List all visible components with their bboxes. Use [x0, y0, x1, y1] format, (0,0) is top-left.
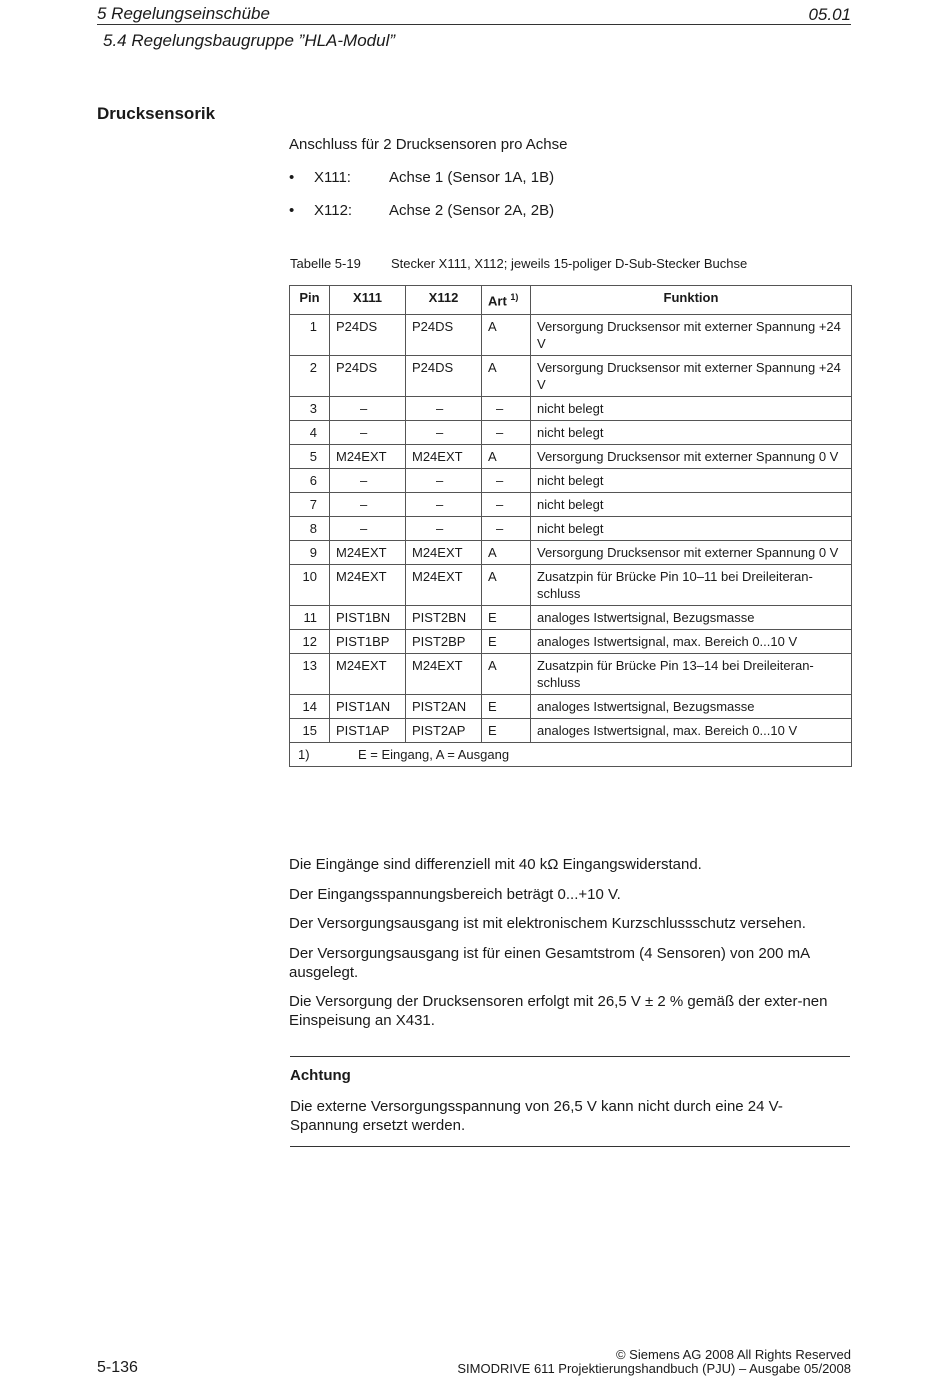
- table-row: [290, 630, 852, 654]
- cell-funktion: Zusatzpin für Brücke Pin 10–11 bei Dreileiteran-schluss: [531, 565, 852, 606]
- cell-funktion: nicht belegt: [531, 469, 852, 493]
- cell-x111: PIST1BP: [330, 630, 406, 654]
- cell-x111: P24DS: [330, 356, 406, 397]
- table-row: [290, 695, 852, 719]
- cell-funktion: nicht belegt: [531, 493, 852, 517]
- table-caption-text: Stecker X111, X112; jeweils 15-poliger D-Sub-Stecker Buchse: [391, 256, 748, 271]
- cell-art: A: [482, 565, 531, 606]
- table-row: [290, 356, 852, 397]
- bullet-value: Achse 2 (Sensor 2A, 2B): [389, 202, 555, 219]
- cell-x111: PIST1AN: [330, 695, 406, 719]
- cell-pin: 14: [290, 695, 330, 719]
- cell-funktion: Versorgung Drucksensor mit externer Spannung +24 V: [531, 356, 852, 397]
- cell-x112: –: [406, 517, 482, 541]
- cell-art: –: [482, 517, 531, 541]
- cell-art: A: [482, 654, 531, 695]
- cell-x112: –: [406, 397, 482, 421]
- intro-text: Anschluss für 2 Drucksensoren pro Achse: [289, 136, 568, 153]
- table-header-row: [290, 286, 852, 315]
- pin-table: [289, 285, 852, 767]
- cell-funktion: nicht belegt: [531, 421, 852, 445]
- table-row: [290, 541, 852, 565]
- table-row: [290, 719, 852, 743]
- chapter-title: 5 Regelungseinschübe: [97, 4, 270, 23]
- page-number: 5-136: [97, 1359, 138, 1376]
- table-caption-label: Tabelle 5-19: [290, 256, 361, 271]
- table-row: [290, 469, 852, 493]
- cell-pin: 5: [290, 445, 330, 469]
- cell-x112: M24EXT: [406, 654, 482, 695]
- header-x111: X111: [330, 286, 406, 315]
- cell-x111: –: [330, 421, 406, 445]
- cell-funktion: analoges Istwertsignal, max. Bereich 0...10 V: [531, 630, 852, 654]
- cell-pin: 4: [290, 421, 330, 445]
- cell-art: A: [482, 356, 531, 397]
- table-row: [290, 397, 852, 421]
- cell-art: A: [482, 445, 531, 469]
- cell-art: E: [482, 630, 531, 654]
- cell-art: –: [482, 493, 531, 517]
- cell-funktion: analoges Istwertsignal, max. Bereich 0...10 V: [531, 719, 852, 743]
- cell-x111: –: [330, 469, 406, 493]
- cell-funktion: analoges Istwertsignal, Bezugsmasse: [531, 606, 852, 630]
- cell-x112: PIST2AN: [406, 695, 482, 719]
- bullet-icon: •: [289, 202, 295, 219]
- cell-x111: PIST1BN: [330, 606, 406, 630]
- subsection-title: 5.4 Regelungsbaugruppe ”HLA-Modul”: [103, 31, 396, 50]
- cell-pin: 2: [290, 356, 330, 397]
- cell-art: A: [482, 541, 531, 565]
- table-row: [290, 315, 852, 356]
- bullet-icon: •: [289, 169, 295, 186]
- note-top-rule: [290, 1056, 850, 1057]
- cell-funktion: Versorgung Drucksensor mit externer Spannung 0 V: [531, 445, 852, 469]
- cell-art: A: [482, 315, 531, 356]
- cell-pin: 12: [290, 630, 330, 654]
- cell-x112: PIST2BP: [406, 630, 482, 654]
- cell-x111: M24EXT: [330, 654, 406, 695]
- table-row: [290, 421, 852, 445]
- footer-copyright: © Siemens AG 2008 All Rights Reserved: [615, 1347, 851, 1362]
- cell-pin: 11: [290, 606, 330, 630]
- cell-art: –: [482, 397, 531, 421]
- cell-pin: 8: [290, 517, 330, 541]
- cell-x111: P24DS: [330, 315, 406, 356]
- note-text: Die externe Versorgungsspannung von 26,5 V kann nicht durch eine 24 V-Spannung ersetzt werden.: [290, 1098, 783, 1134]
- section-title: Drucksensorik: [97, 104, 216, 123]
- cell-x112: P24DS: [406, 356, 482, 397]
- cell-pin: 6: [290, 469, 330, 493]
- table-footnote-row: [290, 743, 852, 767]
- cell-pin: 9: [290, 541, 330, 565]
- table-row: [290, 654, 852, 695]
- paragraph: Die Versorgung der Drucksensoren erfolgt mit 26,5 V ± 2 % gemäß der exter-nen Einspeisung an X431.: [289, 993, 828, 1029]
- cell-x111: M24EXT: [330, 565, 406, 606]
- cell-x111: M24EXT: [330, 541, 406, 565]
- cell-x112: –: [406, 493, 482, 517]
- cell-funktion: Zusatzpin für Brücke Pin 13–14 bei Dreileiteran-schluss: [531, 654, 852, 695]
- header-art-label: Art: [488, 293, 507, 309]
- cell-x111: –: [330, 517, 406, 541]
- header-x112: X112: [406, 286, 482, 315]
- header-art-footnote: 1): [510, 292, 519, 302]
- footnote-number: 1): [298, 747, 310, 763]
- table-footnote: [290, 743, 852, 767]
- paragraph: Der Eingangsspannungsbereich beträgt 0...+10 V.: [289, 886, 621, 903]
- table-row: [290, 565, 852, 606]
- version-label: 05.01: [808, 5, 851, 24]
- header-rule: [97, 24, 851, 25]
- paragraph: Die Eingänge sind differenziell mit 40 kΩ Eingangswiderstand.: [289, 856, 702, 873]
- cell-art: E: [482, 695, 531, 719]
- cell-x112: PIST2BN: [406, 606, 482, 630]
- cell-x112: M24EXT: [406, 541, 482, 565]
- cell-pin: 1: [290, 315, 330, 356]
- header-pin: Pin: [290, 286, 330, 315]
- cell-x112: M24EXT: [406, 445, 482, 469]
- table-row: [290, 493, 852, 517]
- header-funktion: Funktion: [531, 286, 852, 315]
- cell-art: –: [482, 469, 531, 493]
- cell-x111: –: [330, 397, 406, 421]
- cell-x112: PIST2AP: [406, 719, 482, 743]
- paragraph: Der Versorgungsausgang ist für einen Gesamtstrom (4 Sensoren) von 200 mA ausgelegt.: [289, 945, 810, 981]
- cell-pin: 3: [290, 397, 330, 421]
- footer-book-title: SIMODRIVE 611 Projektierungshandbuch (PJU) – Ausgabe 05/2008: [457, 1361, 851, 1376]
- paragraph: Der Versorgungsausgang ist mit elektronischem Kurzschlussschutz versehen.: [289, 915, 806, 932]
- cell-x111: –: [330, 493, 406, 517]
- cell-pin: 10: [290, 565, 330, 606]
- table-row: [290, 517, 852, 541]
- cell-x112: M24EXT: [406, 565, 482, 606]
- note-title: Achtung: [290, 1067, 351, 1084]
- cell-art: E: [482, 719, 531, 743]
- cell-funktion: nicht belegt: [531, 397, 852, 421]
- cell-art: –: [482, 421, 531, 445]
- table-row: [290, 606, 852, 630]
- bullet-key: X112:: [314, 202, 353, 219]
- cell-x112: –: [406, 469, 482, 493]
- cell-funktion: Versorgung Drucksensor mit externer Spannung +24 V: [531, 315, 852, 356]
- bullet-key: X111:: [314, 169, 351, 186]
- cell-x112: –: [406, 421, 482, 445]
- cell-funktion: Versorgung Drucksensor mit externer Spannung 0 V: [531, 541, 852, 565]
- cell-x111: M24EXT: [330, 445, 406, 469]
- bullet-value: Achse 1 (Sensor 1A, 1B): [389, 169, 555, 186]
- table-row: [290, 445, 852, 469]
- note-bottom-rule: [290, 1146, 850, 1147]
- cell-pin: 7: [290, 493, 330, 517]
- cell-x112: P24DS: [406, 315, 482, 356]
- cell-x111: PIST1AP: [330, 719, 406, 743]
- cell-art: E: [482, 606, 531, 630]
- header-art: [482, 286, 531, 315]
- cell-funktion: analoges Istwertsignal, Bezugsmasse: [531, 695, 852, 719]
- footnote-text: E = Eingang, A = Ausgang: [358, 747, 510, 763]
- cell-pin: 13: [290, 654, 330, 695]
- cell-pin: 15: [290, 719, 330, 743]
- cell-funktion: nicht belegt: [531, 517, 852, 541]
